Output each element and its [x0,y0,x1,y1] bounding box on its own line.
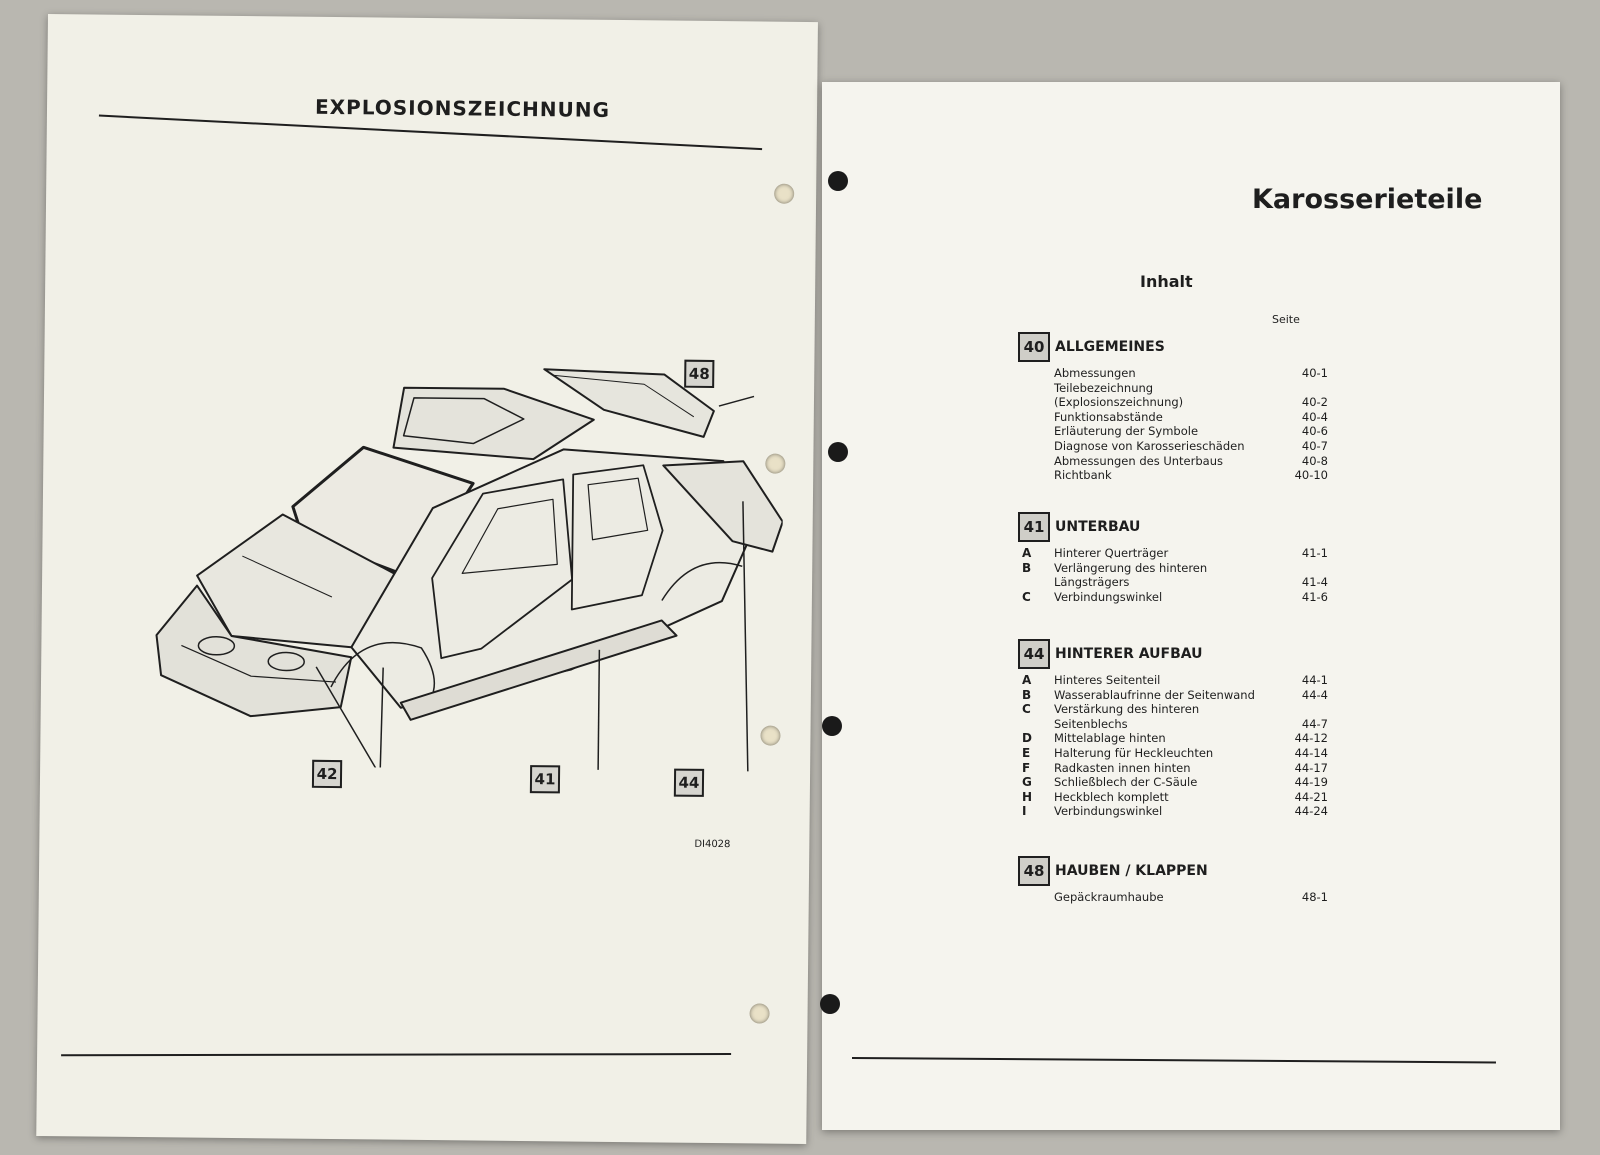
toc-entry: A Hinterer Querträger 41-1 [1022,546,1328,560]
toc-section [1018,332,1328,483]
section-number: 41 [1018,512,1050,542]
toc-entry: Abmessungen des Unterbaus 40-8 [1054,453,1328,468]
toc-entry: C Verbindungswinkel 41-6 [1022,589,1328,604]
section-heading: ALLGEMEINES [1055,339,1165,355]
section-number: 48 [1018,856,1050,886]
punch-hole [760,726,780,746]
callout-48: 48 [684,360,714,388]
toc-entry: Funktionsabstände 40-4 [1054,409,1328,424]
toc-entry: F Radkasten innen hinten 44-17 [1022,760,1328,775]
toc-entry: Richtbank 40-10 [1054,468,1328,483]
callout-44: 44 [674,769,704,797]
section-heading: UNTERBAU [1055,519,1141,535]
toc-entry: B Wasserablaufrinne der Seitenwand 44-4 [1022,687,1328,702]
punch-hole [828,442,848,462]
section-heading: HAUBEN / KLAPPEN [1055,863,1208,879]
section-number: 40 [1018,332,1050,362]
car-body-exploded-drawing [100,345,784,772]
section-heading: HINTERER AUFBAU [1055,646,1203,662]
page-title: EXPLOSIONSZEICHNUNG [314,94,611,122]
toc-entry: D Mittelablage hinten 44-12 [1022,731,1328,746]
punch-hole [774,184,794,204]
toc-entry: Erläuterung der Symbole 40-6 [1054,424,1328,439]
toc-entry: A Hinteres Seitenteil 44-1 [1022,673,1328,687]
punch-hole [822,716,842,736]
toc-entry: Längsträgers 41-4 [1054,575,1328,590]
toc-entry: I Verbindungswinkel 44-24 [1022,804,1328,819]
callout-41: 41 [530,765,560,793]
left-page [36,14,818,1144]
contents-heading: Inhalt [1140,272,1193,291]
page-column-label: Seite [1272,313,1300,326]
toc-section [1018,856,1328,905]
figure-code: DI4028 [694,838,731,851]
section-title: Karosserieteile [1252,184,1483,215]
punch-hole [765,454,785,474]
section-number: 44 [1018,639,1050,669]
punch-hole [749,1003,769,1023]
toc-section [1018,639,1328,819]
toc-entry: Teilebezeichnung [1054,380,1154,395]
toc-entry: Abmessungen 40-1 [1054,366,1328,380]
toc-entry: E Halterung für Heckleuchten 44-14 [1022,745,1328,760]
toc-entry: H Heckblech komplett 44-21 [1022,789,1328,804]
toc-entry: B Verlängerung des hinteren [1022,560,1208,575]
callout-42: 42 [312,760,342,788]
toc-entry: G Schließblech der C-Säule 44-19 [1022,775,1328,790]
toc-section [1018,512,1328,604]
toc-entry: Gepäckraumhaube 48-1 [1054,890,1328,904]
toc-entry: C Verstärkung des hinteren [1022,702,1200,717]
footer-rule [852,1057,1496,1063]
punch-hole [828,171,848,191]
toc-entry: Diagnose von Karosserieschäden 40-7 [1054,438,1328,453]
right-page [822,82,1560,1130]
toc-entry: (Explosionszeichnung) 40-2 [1054,395,1328,410]
punch-hole [820,994,840,1014]
footer-rule [61,1053,731,1056]
toc-entry: Seitenblechs 44-7 [1054,716,1328,731]
